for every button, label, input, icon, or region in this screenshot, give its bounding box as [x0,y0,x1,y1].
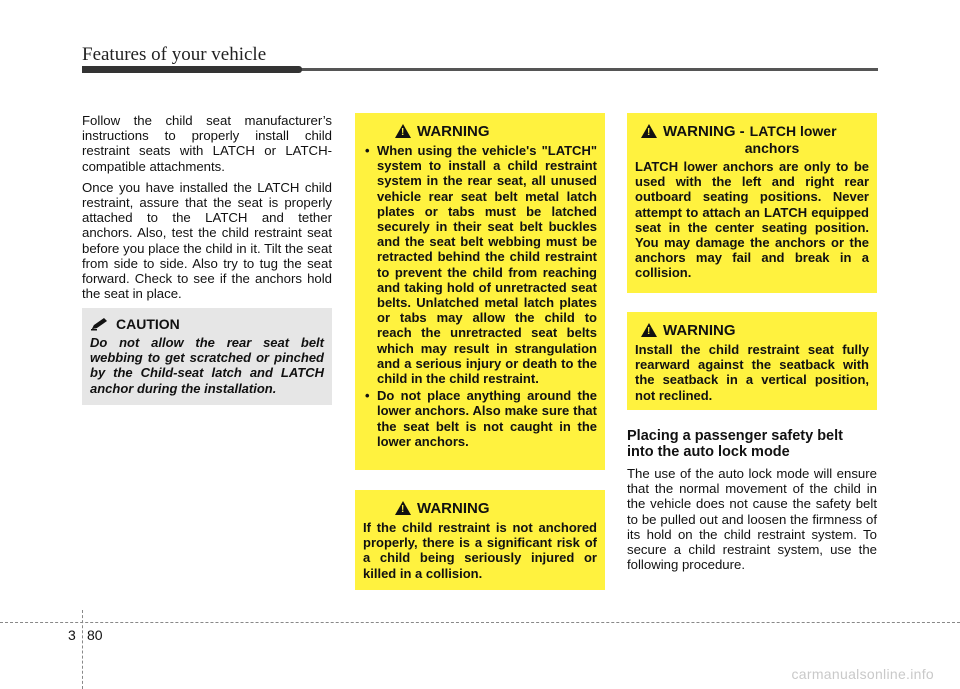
warning-title: WARNING [417,123,490,140]
warning-box-latch-system [355,113,605,470]
footer-rule [0,622,960,623]
warning-subtitle-continued: anchors [744,140,800,156]
page-header-title: Features of your vehicle [82,44,267,65]
pencil-caution-icon [90,317,110,331]
section-heading-line: into the auto lock mode [627,444,790,460]
warning-text: If the child restraint is not anchored properly, there is a significant risk of a child being seriously injured or killed in a collision. [363,520,597,581]
warning-title: WARNING - [663,123,745,140]
warning-triangle-icon [395,124,411,138]
left-column [82,113,332,307]
warning-heading [395,123,597,140]
intro-paragraph: Follow the child seat manufacturer’s instructions to properly install child restraint seats with LATCH or LATCH-compatible attachments. [82,113,332,174]
warning-title: WARNING [663,322,736,339]
chapter-number: 3 [68,627,76,643]
warning-triangle-icon [395,501,411,515]
page-number: 80 [87,627,103,643]
warning-list-item: • When using the vehicle's "LATCH" system to install a child restraint system in the rear seat, all unused vehicle rear seat belt metal latch plates or tabs must be latched securely in their seat belt buckles and the seat belt webbing must be retracted behind the child restraint to prevent the child from reaching and taking hold of unretracted seat belts. Unlatched metal latch plates or tabs may allow the child to reach the unretracted seat belts which may result in strangulation and a serious injury or death to the child in the child restraint. [363,143,597,386]
warning-triangle-icon [641,323,657,337]
warning-list-item: • Do not place anything around the lower anchors. Also make sure that the seat belt is not caught in the lower anchors. [363,388,597,449]
warning-list [363,143,597,449]
section-paragraph: The use of the auto lock mode will ensure that the normal movement of the child in the vehicle does not cause the safety belt to be pulled out and loosen the firmness of its hold on the child restraint system. To secure a child restraint system, use the following procedure. [627,466,877,573]
warning-box-anchoring [355,490,605,590]
section-heading [627,428,877,460]
warning-box-seat-position [627,312,877,410]
watermark: carmanualsonline.info [791,666,934,682]
latch-test-paragraph: Once you have installed the LATCH child restraint, assure that the seat is properly attached to the LATCH and tether anchors. Also, test the child restraint seat before you place the child in it. Tilt the seat from side to side. Also try to tug the seat forward. Check to see if the anchors hold the seat in place. [82,179,332,302]
auto-lock-section [627,428,877,578]
caution-box [82,308,332,405]
section-heading-line: Placing a passenger safety belt [627,428,843,444]
caution-text: Do not allow the rear seat belt webbing to get scratched or pinched by the Child-seat latch and LATCH anchor during the installation. [90,335,324,396]
warning-triangle-icon [641,124,657,138]
caution-title: CAUTION [116,316,180,332]
warning-text: Install the child restraint seat fully rearward against the seatback with the seatback in a vertical position, not reclined. [635,342,869,403]
header-rule-accent [82,66,302,73]
warning-subtitle: LATCH lower [749,123,837,139]
warning-heading [641,123,869,140]
warning-box-latch-lower-anchors [627,113,877,293]
warning-heading [641,322,869,339]
caution-heading [90,316,324,332]
warning-heading [395,500,597,517]
warning-title: WARNING [417,500,490,517]
warning-text: LATCH lower anchors are only to be used with the left and right rear outboard seating positions. Never attempt to attach an LATCH equipped seat in the center seating position. You may damage the anchors or the anchors may fail and break in a collision. [635,159,869,281]
footer-divider [82,610,83,689]
